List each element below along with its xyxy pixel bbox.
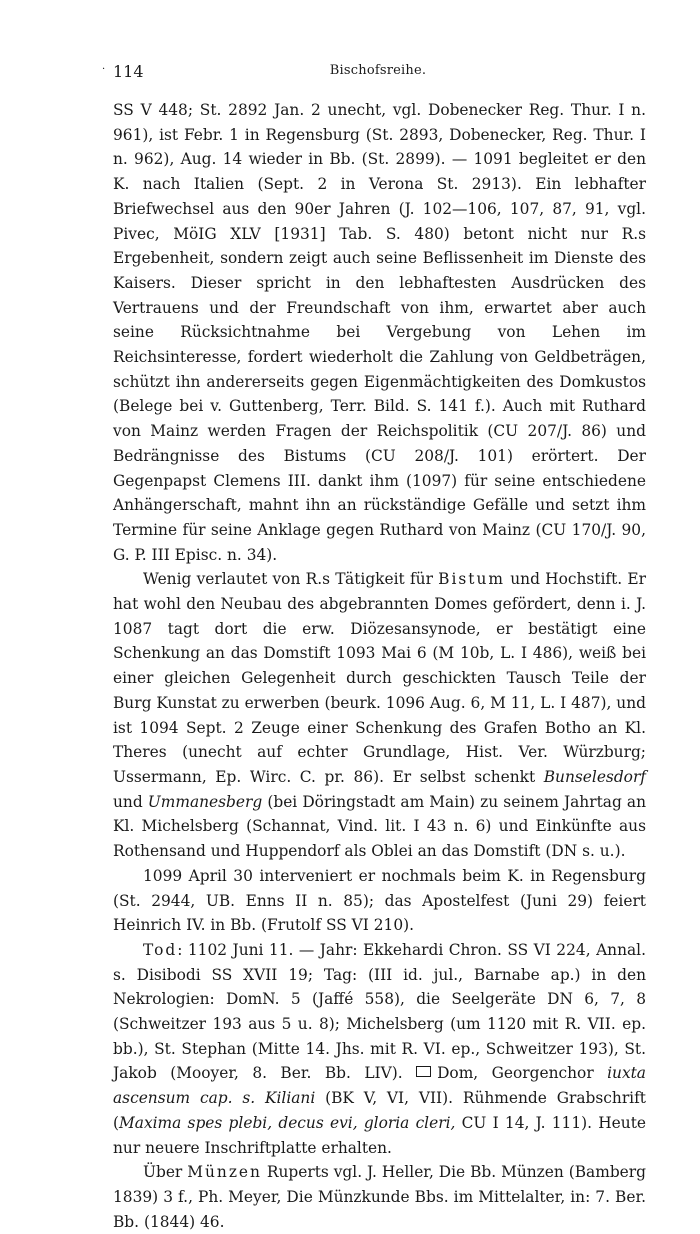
spaced-term-tod: Tod xyxy=(143,940,178,959)
place-name-ummanesberg: Ummanesberg xyxy=(147,792,263,811)
body-text xyxy=(113,98,646,1234)
place-name-bunselesdorf: Bunselesdorf xyxy=(543,767,646,786)
paragraph-4: Tod: 1102 Juni 11. — Jahr: Ekkehardi Chron. SS VI 224, Annal. s. Disibodi SS XVII 19; Tag: (III id. jul., Barnabe ap.) in den Nekrologien: DomN. 5 (Jaffé 558), die Seelgeräte DN 6, 7, 8 (Schweitzer 193 aus 5 u. 8); Michelsberg (um 1120 mit R. VII. ep. bb.), St. Stephan (Mitte 14. Jhs. mit R. VI. ep., Schweitzer 193), St. Jakob (Mooyer, 8. Ber. Bb. LIV). Dom, Georgenchor iuxta ascensum cap. s. Kiliani (BK V, VI, VII). Rühmende Grabschrift (Maxima spes plebi, decus evi, gloria cleri, CU I 14, J. 111). Heute nur neuere Inschriftplatte erhalten. xyxy=(113,940,646,1157)
paragraph-1: SS V 448; St. 2892 Jan. 2 unecht, vgl. Dobenecker Reg. Thur. I n. 961), ist Febr. 1 in Regensburg (St. 2893, Dobenecker, Reg. Thur. I n. 962), Aug. 14 wieder in Bb. (St. 2899). — 1091 begleitet er den K. nach Italien (Sept. 2 in Verona St. 2913). Ein lebhafter Briefwechsel aus den 90er Jahren (J. 102—106, 107, 87, 91, vgl. Pivec, MöIG XLV [1931] Tab. S. 480) betont nicht nur R.s Ergebenheit, sondern zeigt auch seine Beflissenheit im Dienste des Kaisers. Dieser spricht in den lebhaftesten Ausdrücken des Vertrauens und der Freundschaft von ihm, erwartet aber auch seine Rücksichtnahme bei Vergebung von Lehen im Reichsinteresse, fordert wiederholt die Zahlung von Geldbeträgen, schützt ihn andererseits gegen Eigenmächtigkeiten des Domkustos (Belege bei v. Guttenberg, Terr. Bild. S. 141 f.). Auch mit Ruthard von Mainz werden Fragen der Reichspolitik (CU 207/J. 86) und Bedrängnisse des Bistums (CU 208/J. 101) erörtert. Der Gegenpapst Clemens III. dankt ihm (1097) für seine entschiedene Anhängerschaft, mahnt ihn an rückständige Gefälle und setzt ihm Termine für seine Anklage gegen Ruthard von Mainz (CU 170/J. 90, G. P. III Episc. n. 34). xyxy=(113,101,646,564)
paragraph-2: Wenig verlautet von R.s Tätigkeit für Bistum und Hochstift. Er hat wohl den Neubau des abgebrannten Domes gefördert, denn i. J. 1087 tagt dort die erw. Diözesansynode, er bestätigt eine Schenkung an das Domstift 1093 Mai 6 (M 10b, L. I 486), weiß bei einer gleichen Gelegenheit durch geschickten Tausch Teile der Burg Kunstat zu erwerben (beurk. 1096 Aug. 6, M 11, L. I 487), und ist 1094 Sept. 2 Zeuge einer Schenkung des Grafen Botho an Kl. Theres (unecht auf echter Grundlage, Hist. Ver. Würzburg; Ussermann, Ep. Wirc. C. pr. 86). Er selbst schenkt Bunselesdorf und Ummanesberg (bei Döringstadt am Main) zu seinem Jahrtag an Kl. Michelsberg (Schannat, Vind. lit. I 43 n. 6) und Einkünfte aus Rothensand und Huppendorf als Oblei an das Domstift (DN s. u.). xyxy=(113,570,646,861)
stray-mark: · xyxy=(102,64,106,75)
burial-location-latin: iuxta ascensum cap. s. Kiliani xyxy=(113,1064,646,1108)
running-title: Bischofsreihe. xyxy=(329,63,427,78)
tomb-symbol-icon xyxy=(416,1066,431,1077)
epitaph-latin: Maxima spes plebi, decus evi, gloria cleri, xyxy=(119,1113,456,1132)
page-number: 114 xyxy=(113,62,144,81)
paragraph-5: Über Münzen Ruperts vgl. J. Heller, Die Bb. Münzen (Bamberg 1839) 3 f., Ph. Meyer, Die Münzkunde Bbs. im Mittelalter, in: 7. Ber. Bb. (1844) 46. xyxy=(113,1163,646,1231)
page-header xyxy=(102,62,648,84)
spaced-term-bistum: Bistum xyxy=(438,570,505,589)
spaced-term-muenzen: Münzen xyxy=(187,1163,262,1182)
paragraph-3: 1099 April 30 interveniert er nochmals beim K. in Regensburg (St. 2944, UB. Enns II n. 85); das Apostelfest (Juni 29) feiert Heinrich IV. in Bb. (Frutolf SS VI 210). xyxy=(113,866,646,935)
